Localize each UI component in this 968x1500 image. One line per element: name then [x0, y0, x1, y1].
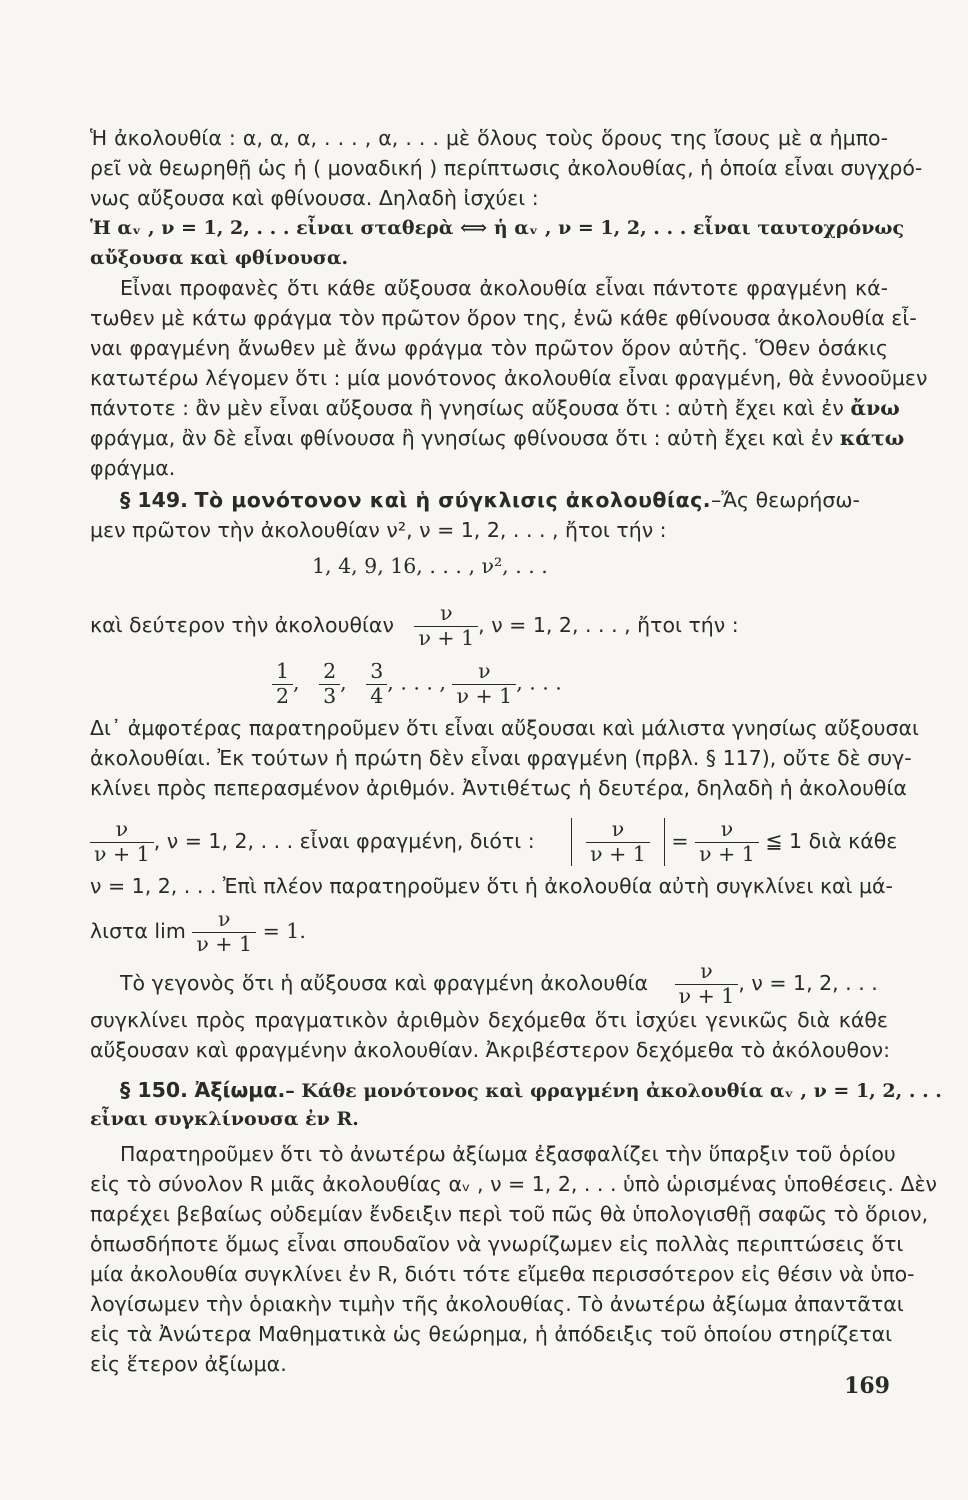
text-span: Τὸ γεγονὸς ὅτι ἡ αὔξουσα καὶ φραγμένη ἀκολουθία	[120, 971, 649, 996]
text-span: πάντοτε : ἂν μὲν εἶναι αὔξουσα ἢ γνησίως αὔξουσα ὅτι : αὐτὴ ἔχει καὶ ἐν	[90, 396, 844, 420]
text-span: καὶ δεύτερον τὴν ἀκολουθίαν	[90, 613, 394, 638]
absolute-value	[571, 818, 665, 866]
fraction: $\frac{\nu}{\nu + 1}$	[192, 908, 256, 956]
page-number: 169	[844, 1373, 890, 1399]
section-heading	[120, 490, 860, 511]
text-line: νως αὔξουσα καὶ φθίνουσα. Δηλαδὴ ἰσχύει :	[90, 186, 539, 210]
text-span: , ν = 1, 2, . . . , ἤτοι τήν :	[478, 613, 739, 638]
emph-word: κάτω	[839, 426, 905, 450]
section-title: Τὸ μονότονον καὶ ἡ σύγκλισις ἀκολουθίας.	[194, 488, 712, 512]
text-line: παρέχει βεβαίως οὐδεμίαν ἔνδειξιν περὶ τοῦ πῶς θὰ ὑπολογισθῇ σαφῶς τὸ ὅριον,	[90, 1202, 929, 1226]
text-line: λιστα lim $\frac{\nu}{\nu + 1}$ = 1.	[90, 907, 306, 956]
axiom-text: – Κάθε μονότονος καὶ φραγμένη ἀκολουθία αᵥ , ν = 1, 2, . . .	[285, 1080, 942, 1102]
text-line: ν = 1, 2, . . . Ἐπὶ πλέον παρατηροῦμεν ὅτι ἡ ἀκολουθία αὐτὴ συγκλίνει καὶ μά-	[90, 874, 893, 898]
text-line: ναι φραγμένη ἄνωθεν μὲ ἄνω φράγμα τὸν πρῶτον ὅρον αὐτῆς. Ὅθεν ὁσάκις	[90, 336, 888, 360]
text-line: λογίσωμεν τὴν ὁριακὴν τιμὴν τῆς ἀκολουθίας. Τὸ ἀνωτέρω ἀξίωμα ἀπαντᾶται	[90, 1292, 904, 1316]
section-heading	[120, 1080, 942, 1101]
sequence-formula: $\frac{1}{2}$ , $\frac{2}{3}$ , $\frac{3}{4}$ , . . . , $\frac{\nu}{\nu + 1}$ , . . .	[272, 660, 562, 708]
fraction: $\frac{1}{2}$	[272, 660, 293, 708]
axiom-text: εἶναι συγκλίνουσα ἐν R.	[90, 1108, 359, 1130]
text-line: Παρατηροῦμεν ὅτι τὸ ἀνωτέρω ἀξίωμα ἐξασφαλίζει τὴν ὕπαρξιν τοῦ ὁρίου	[120, 1142, 896, 1166]
statement-line: αὔξουσα καὶ φθίνουσα.	[90, 247, 349, 269]
text-line: Εἶναι προφανὲς ὅτι κάθε αὔξουσα ἀκολουθία εἶναι πάντοτε φραγμένη κά-	[120, 276, 888, 300]
text-line: ρεῖ νὰ θεωρηθῇ ὡς ἡ ( μοναδική ) περίπτωσις ἀκολουθίας, ἡ ὁποία εἶναι συγχρό-	[90, 156, 923, 180]
text-line: $\frac{\nu}{\nu + 1}$ , ν = 1, 2, . . . εἶναι φραγμένη, διότι : $\frac{\nu}{\nu + 1}$ = $\frac{\nu}{\nu + 1}$ ≦ 1 διὰ κάθε	[90, 818, 897, 866]
text-span: λιστα lim	[90, 919, 186, 944]
fraction: $\frac{\nu}{\nu + 1}$	[586, 818, 650, 866]
section-title: Ἀξίωμα.	[194, 1078, 286, 1102]
text-span: –Ἄς θεωρήσω-	[711, 488, 860, 512]
text-line	[90, 398, 900, 419]
text-line: Δι᾽ ἀμφοτέρας παρατηροῦμεν ὅτι εἶναι αὔξουσαι καὶ μάλιστα γνησίως αὔξουσαι	[90, 716, 919, 740]
text-line: τωθεν μὲ κάτω φράγμα τὸν πρῶτον ὅρον της, ἐνῶ κάθε φθίνουσα ἀκολουθία εἶ-	[90, 306, 917, 330]
text-line: εἰς τὸ σύνολον R μιᾶς ἀκολουθίας αᵥ , ν = 1, 2, . . . ὑπὸ ὡρισμένας ὑποθέσεις. Δὲν	[90, 1172, 937, 1196]
text-line	[120, 960, 878, 1008]
text-line: μεν πρῶτον τὴν ἀκολουθίαν ν², ν = 1, 2, . . . , ἤτοι τήν :	[90, 518, 667, 542]
text-span: φράγμα, ἂν δὲ εἶναι φθίνουσα ἢ γνησίως φθίνουσα ὅτι : αὐτὴ ἔχει καὶ ἐν	[90, 426, 834, 450]
text-span: , ν = 1, 2, . . . εἶναι φραγμένη, διότι :	[153, 829, 535, 854]
fraction: $\frac{\nu}{\nu + 1}$	[675, 960, 739, 1008]
text-span: , ν = 1, 2, . . .	[738, 971, 878, 996]
text-line	[90, 602, 739, 650]
text-line: κλίνει πρὸς πεπερασμένον ἀριθμόν. Ἀντιθέτως ἡ δευτέρα, δηλαδὴ ἡ ἀκολουθία	[90, 776, 907, 800]
text-line: Ἡ ἀκολουθία : α, α, α, . . . , α, . . . μὲ ὅλους τοὺς ὅρους της ἴσους μὲ α ἠμπο-	[90, 126, 888, 150]
fraction: $\frac{2}{3}$	[319, 660, 340, 708]
text-line	[90, 428, 904, 449]
fraction: $\frac{\nu}{\nu + 1}$	[452, 660, 516, 708]
text-line: ἀκολουθίαι. Ἐκ τούτων ἡ πρώτη δὲν εἶναι φραγμένη (πρβλ. § 117), οὔτε δὲ συγ-	[90, 746, 912, 770]
fraction: $\frac{\nu}{\nu + 1}$	[695, 818, 759, 866]
text-span: ≦ 1 διὰ κάθε	[765, 829, 898, 854]
text-line: κατωτέρω λέγομεν ὅτι : μία μονότονος ἀκολουθία εἶναι φραγμένη, θὰ ἐννοοῦμεν	[90, 366, 928, 390]
text-line: συγκλίνει πρὸς πραγματικὸν ἀριθμὸν δεχόμεθα ὅτι ἰσχύει γενικῶς διὰ κάθε	[90, 1008, 888, 1032]
text-line: ὁπωσδήποτε ὅμως εἶναι σπουδαῖον νὰ γνωρίζωμεν εἰς πολλὰς περιπτώσεις ὅτι	[90, 1232, 904, 1256]
fraction: $\frac{\nu}{\nu + 1}$	[414, 602, 478, 650]
statement-line: Ἡ αᵥ , ν = 1, 2, . . . εἶναι σταθερὰ ⟺ ἡ αᵥ , ν = 1, 2, . . . εἶναι ταυτοχρόνως	[90, 217, 905, 239]
emph-word: ἄνω	[850, 396, 900, 420]
text-line: φράγμα.	[90, 456, 176, 480]
section-number: § 149.	[120, 488, 188, 512]
fraction: $\frac{\nu}{\nu + 1}$	[90, 818, 154, 866]
text-line: αὔξουσαν καὶ φραγμένην ἀκολουθίαν. Ἀκριβέστερον δεχόμεθα τὸ ἀκόλουθον:	[90, 1038, 890, 1062]
text-line: εἰς τὰ Ἀνώτερα Μαθηματικὰ ὡς θεώρημα, ἡ ἀπόδειξις τοῦ ὁποίου στηρίζεται	[90, 1322, 893, 1346]
text-line: εἰς ἕτερον ἀξίωμα.	[90, 1352, 287, 1376]
text-line: μία ἀκολουθία συγκλίνει ἐν R, διότι τότε εἴμεθα περισσότερον εἰς θέσιν νὰ ὑπο-	[90, 1262, 915, 1286]
section-number: § 150.	[120, 1078, 188, 1102]
fraction: $\frac{3}{4}$	[366, 660, 387, 708]
sequence-formula: 1, 4, 9, 16, . . . , ν², . . .	[312, 554, 548, 578]
